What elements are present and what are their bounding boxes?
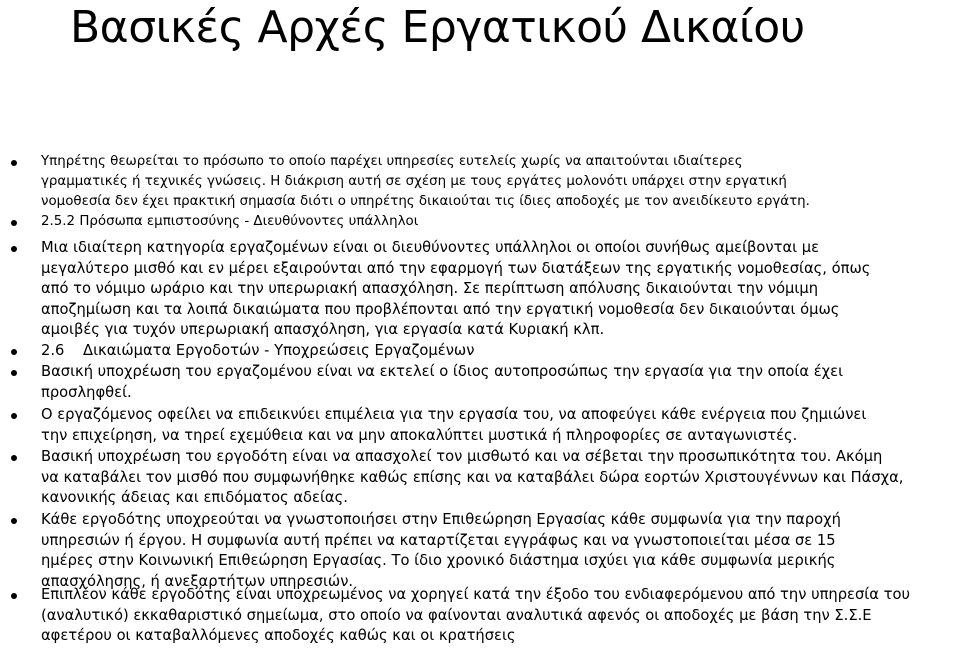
bullet-dot-icon (11, 455, 17, 461)
bullet-dot-icon (11, 220, 17, 226)
bullet-dot-icon (11, 413, 17, 419)
bullet-text: Βασική υποχρέωση του εργαζομένου είναι να εκτελεί ο ίδιος αυτοπροσώπως την εργασία για την οποία έχει προσληφθεί. (41, 363, 844, 401)
bullet-text: 2.5.2 Πρόσωπα εμπιστοσύνης - Διευθύνοντες υπάλληλοι (41, 214, 419, 229)
bullet-dot-icon (11, 518, 17, 524)
bullet-dot-icon (11, 246, 17, 252)
bullet-text: 2.6 Δικαιώματα Εργοδοτών - Υποχρεώσεις Εργαζομένων (41, 342, 475, 359)
bullet-text: Υπηρέτης θεωρείται το πρόσωπο το οποίο παρέχει υπηρεσίες ευτελείς χωρίς να απαιτούνται ιδιαίτερες γραμματικές ή τεχνικές γνώσεις. Η διάκριση αυτή σε σχέση με τους εργάτες μολονότι υπάρχει στην εργατική νομοθεσία δεν έχει πρακτική σημασία διότι ο υπηρέτης δικαιούται τις ίδιες αποδοχές με τον ανειδίκευτο εργάτη. (41, 154, 810, 209)
bullet-text: Ο εργαζόμενος οφείλει να επιδεικνύει επιμέλεια για την εργασία του, να αποφεύγει κάθε ενέργεια που ζημιώνει την επιχείρηση, να τηρεί εχεμύθεια και να μην αποκαλύπτει μυστικά ή πληροφορίες σε ανταγωνιστές. (41, 406, 867, 444)
slide-title: Βασικές Αρχές Εργατικού Δικαίου (70, 2, 805, 53)
bullet-dot-icon (11, 370, 17, 376)
bullet-dot-icon (11, 593, 17, 599)
bullet-text: Βασική υποχρέωση του εργοδότη είναι να απασχολεί τον μισθωτό και να σέβεται την προσωπικότητα του. Ακόμη να καταβάλει τον μισθό που συμφωνήθηκε καθώς επίσης και να καταβάλει δώρα εορτών Χριστουγέννων και Πάσχα, κανονικής άδειας και επιδόματος αδείας. (41, 448, 904, 507)
bullet-text: Επιπλέον κάθε εργοδότης είναι υποχρεωμένος να χορηγεί κατά την έξοδο του ενδιαφερόμενου από την υπηρεσία του (αναλυτικό) εκκαθαριστικό σημείωμα, στο οποίο να φαίνονται αναλυτικά αφενός οι αποδοχές με βάση την Σ.Σ.Ε αφετέρου οι καταβαλλόμενες αποδοχές καθώς και οι κρατήσεις (41, 586, 910, 645)
bullet-dot-icon (11, 349, 17, 355)
bullet-text: Κάθε εργοδότης υποχρεούται να γνωστοποιήσει στην Επιθεώρηση Εργασίας κάθε συμφωνία για την παροχή υπηρεσιών ή έργου. Η συμφωνία αυτή πρέπει να καταρτίζεται εγγράφως και να γνωστοποιείται μέσα σε 15 ημέρες στην Κοινωνική Επιθεώρηση Εργασίας. Το ίδιο χρονικό διάστημα ισχύει για κάθε συμφωνία μερικής απασχόλησης, ή ανεξαρτήτων υπηρεσιών. (41, 511, 841, 590)
bullet-text: Μια ιδιαίτερη κατηγορία εργαζομένων είναι οι διευθύνοντες υπάλληλοι οι οποίοι συνήθως αμείβονται με μεγαλύτερο μισθό και εν μέρει εξαιρούνται από την εφαρμογή των διατάξεων της εργατικής νομοθεσίας, όπως από το νόμιμο ωράριο και την υπερωριακή απασχόληση. Σε περίπτωση απόλυσης δικαιούνται την νόμιμη αποζημίωση και τα λοιπά δικαιώματα που προβλέπονται από την εργατική νομοθεσία δεν δικαιούνται όμως αμοιβές για τυχόν υπερωριακή απασχόληση, για εργασία κατά Κυριακή κλπ. (41, 239, 871, 339)
bullet-dot-icon (11, 160, 17, 166)
